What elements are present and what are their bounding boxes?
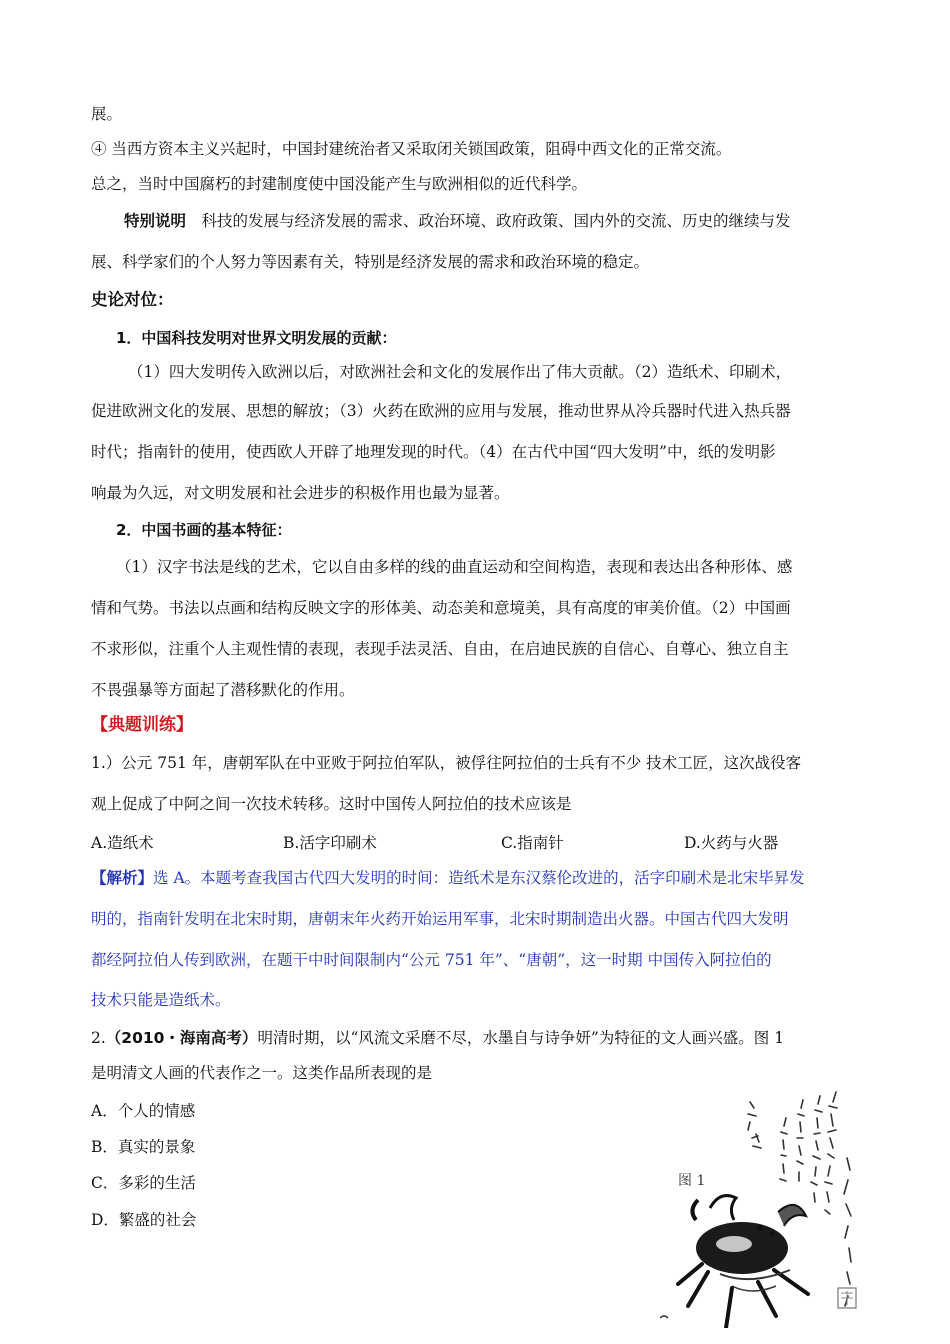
question-2-line-1 [91,1028,784,1048]
point-2-line-3: 不求形似，注重个人主观性情的表现，表现手法灵活、自由，在启迪民族的自信心、自尊心、独立自主 [91,640,789,658]
practice-heading: 【典题训练】 [91,715,193,735]
analysis-line-4: 技术只能是造纸术。 [91,991,231,1009]
question-1-line-1: 1.）公元 751 年，唐朝军队在中亚败于阿拉伯军队，被俘往阿拉伯的士兵有不少 技术工匠，这次战役客 [91,754,802,772]
point-2-line-4: 不畏强暴等方面起了潜移默化的作用。 [91,681,355,699]
analysis-line-1 [91,868,805,888]
question-2-option-a: A．个人的情感 [91,1102,196,1120]
analysis-text-1: 选 A。本题考查我国古代四大发明的时间：造纸术是东汉蔡伦改进的，活字印刷术是北宋毕昇发 [153,869,805,887]
question-1-option-b: B.活字印刷术 [283,834,377,852]
point-1-line-2: 促进欧洲文化的发展、思想的解放；（3）火药在欧洲的应用与发展，推动世界从冷兵器时代进入热兵器 [91,402,791,420]
point-2-line-2: 情和气势。书法以点画和结构反映文字的形体美、动态美和意境美，具有高度的审美价值。（2）中国画 [91,599,791,617]
ink-painting-figure [660,1088,865,1328]
question-2-source: （2010・海南高考） [105,1029,258,1047]
question-2-option-b: B．真实的景象 [91,1138,196,1156]
point-1-title: 1．中国科技发明对世界文明发展的贡献： [116,329,397,347]
analysis-line-2: 明的，指南针发明在北宋时期，唐朝末年火药开始运用军事，北宋时期制造出火器。中国古代四大发明 [91,910,789,928]
intro-line-1: 展。 [91,105,123,123]
special-note-label: 特别说明 [124,212,187,230]
point-2-line-1: （1）汉字书法是线的艺术，它以自由多样的线的曲直运动和空间构造，表现和表达出各种形体、感 [116,558,793,576]
analysis-tag: 【解析】 [91,868,154,887]
figure-label: 图 1 [678,1173,706,1189]
point-2-title: 2．中国书画的基本特征： [116,521,292,539]
special-note-line-1 [124,211,791,231]
point-1-line-1: （1）四大发明传入欧洲以后，对欧洲社会和文化的发展作出了伟大贡献。（2）造纸术、印刷术， [128,363,791,381]
question-2-option-c: C．多彩的生活 [91,1174,196,1192]
section-heading: 史论对位： [91,290,174,309]
question-1-option-c: C.指南针 [501,834,564,852]
question-1-option-d: D.火药与火器 [684,834,779,852]
special-note-text: 科技的发展与经济发展的需求、政治环境、政府政策、国内外的交流、历史的继续与发 [186,212,791,230]
question-2-number: 2. [91,1029,106,1047]
intro-line-3: 总之，当时中国腐朽的封建制度使中国没能产生与欧洲相似的近代科学。 [91,175,588,193]
question-2-line-2: 是明清文人画的代表作之一。这类作品所表现的是 [91,1064,433,1082]
question-1-option-a: A.造纸术 [91,834,154,852]
question-1-line-2: 观上促成了中阿之间一次技术转移。这时中国传人阿拉伯的技术应该是 [91,795,572,813]
point-1-line-4: 响最为久远，对文明发展和社会进步的积极作用也最为显著。 [91,484,510,502]
question-2-text: 明清时期，以“风流文采磨不尽，水墨自与诗争妍”为特征的文人画兴盛。图 1 [257,1029,785,1047]
question-2-option-d: D．繁盛的社会 [91,1211,197,1229]
analysis-line-3: 都经阿拉伯人传到欧洲，在题干中时间限制内“公元 751 年”、“唐朝”，这一时期 中国传入阿拉伯的 [91,951,772,969]
point-1-line-3: 时代；指南针的使用，使西欧人开辟了地理发现的时代。（4）在古代中国“四大发明”中，纸的发明影 [91,443,776,461]
special-note-line-2: 展、科学家们的个人努力等因素有关，特别是经济发展的需求和政治环境的稳定。 [91,253,650,271]
ink-painting-image [660,1088,865,1328]
intro-line-2: ④ 当西方资本主义兴起时，中国封建统治者又采取闭关锁国政策，阻碍中西文化的正常交流。 [91,140,732,158]
